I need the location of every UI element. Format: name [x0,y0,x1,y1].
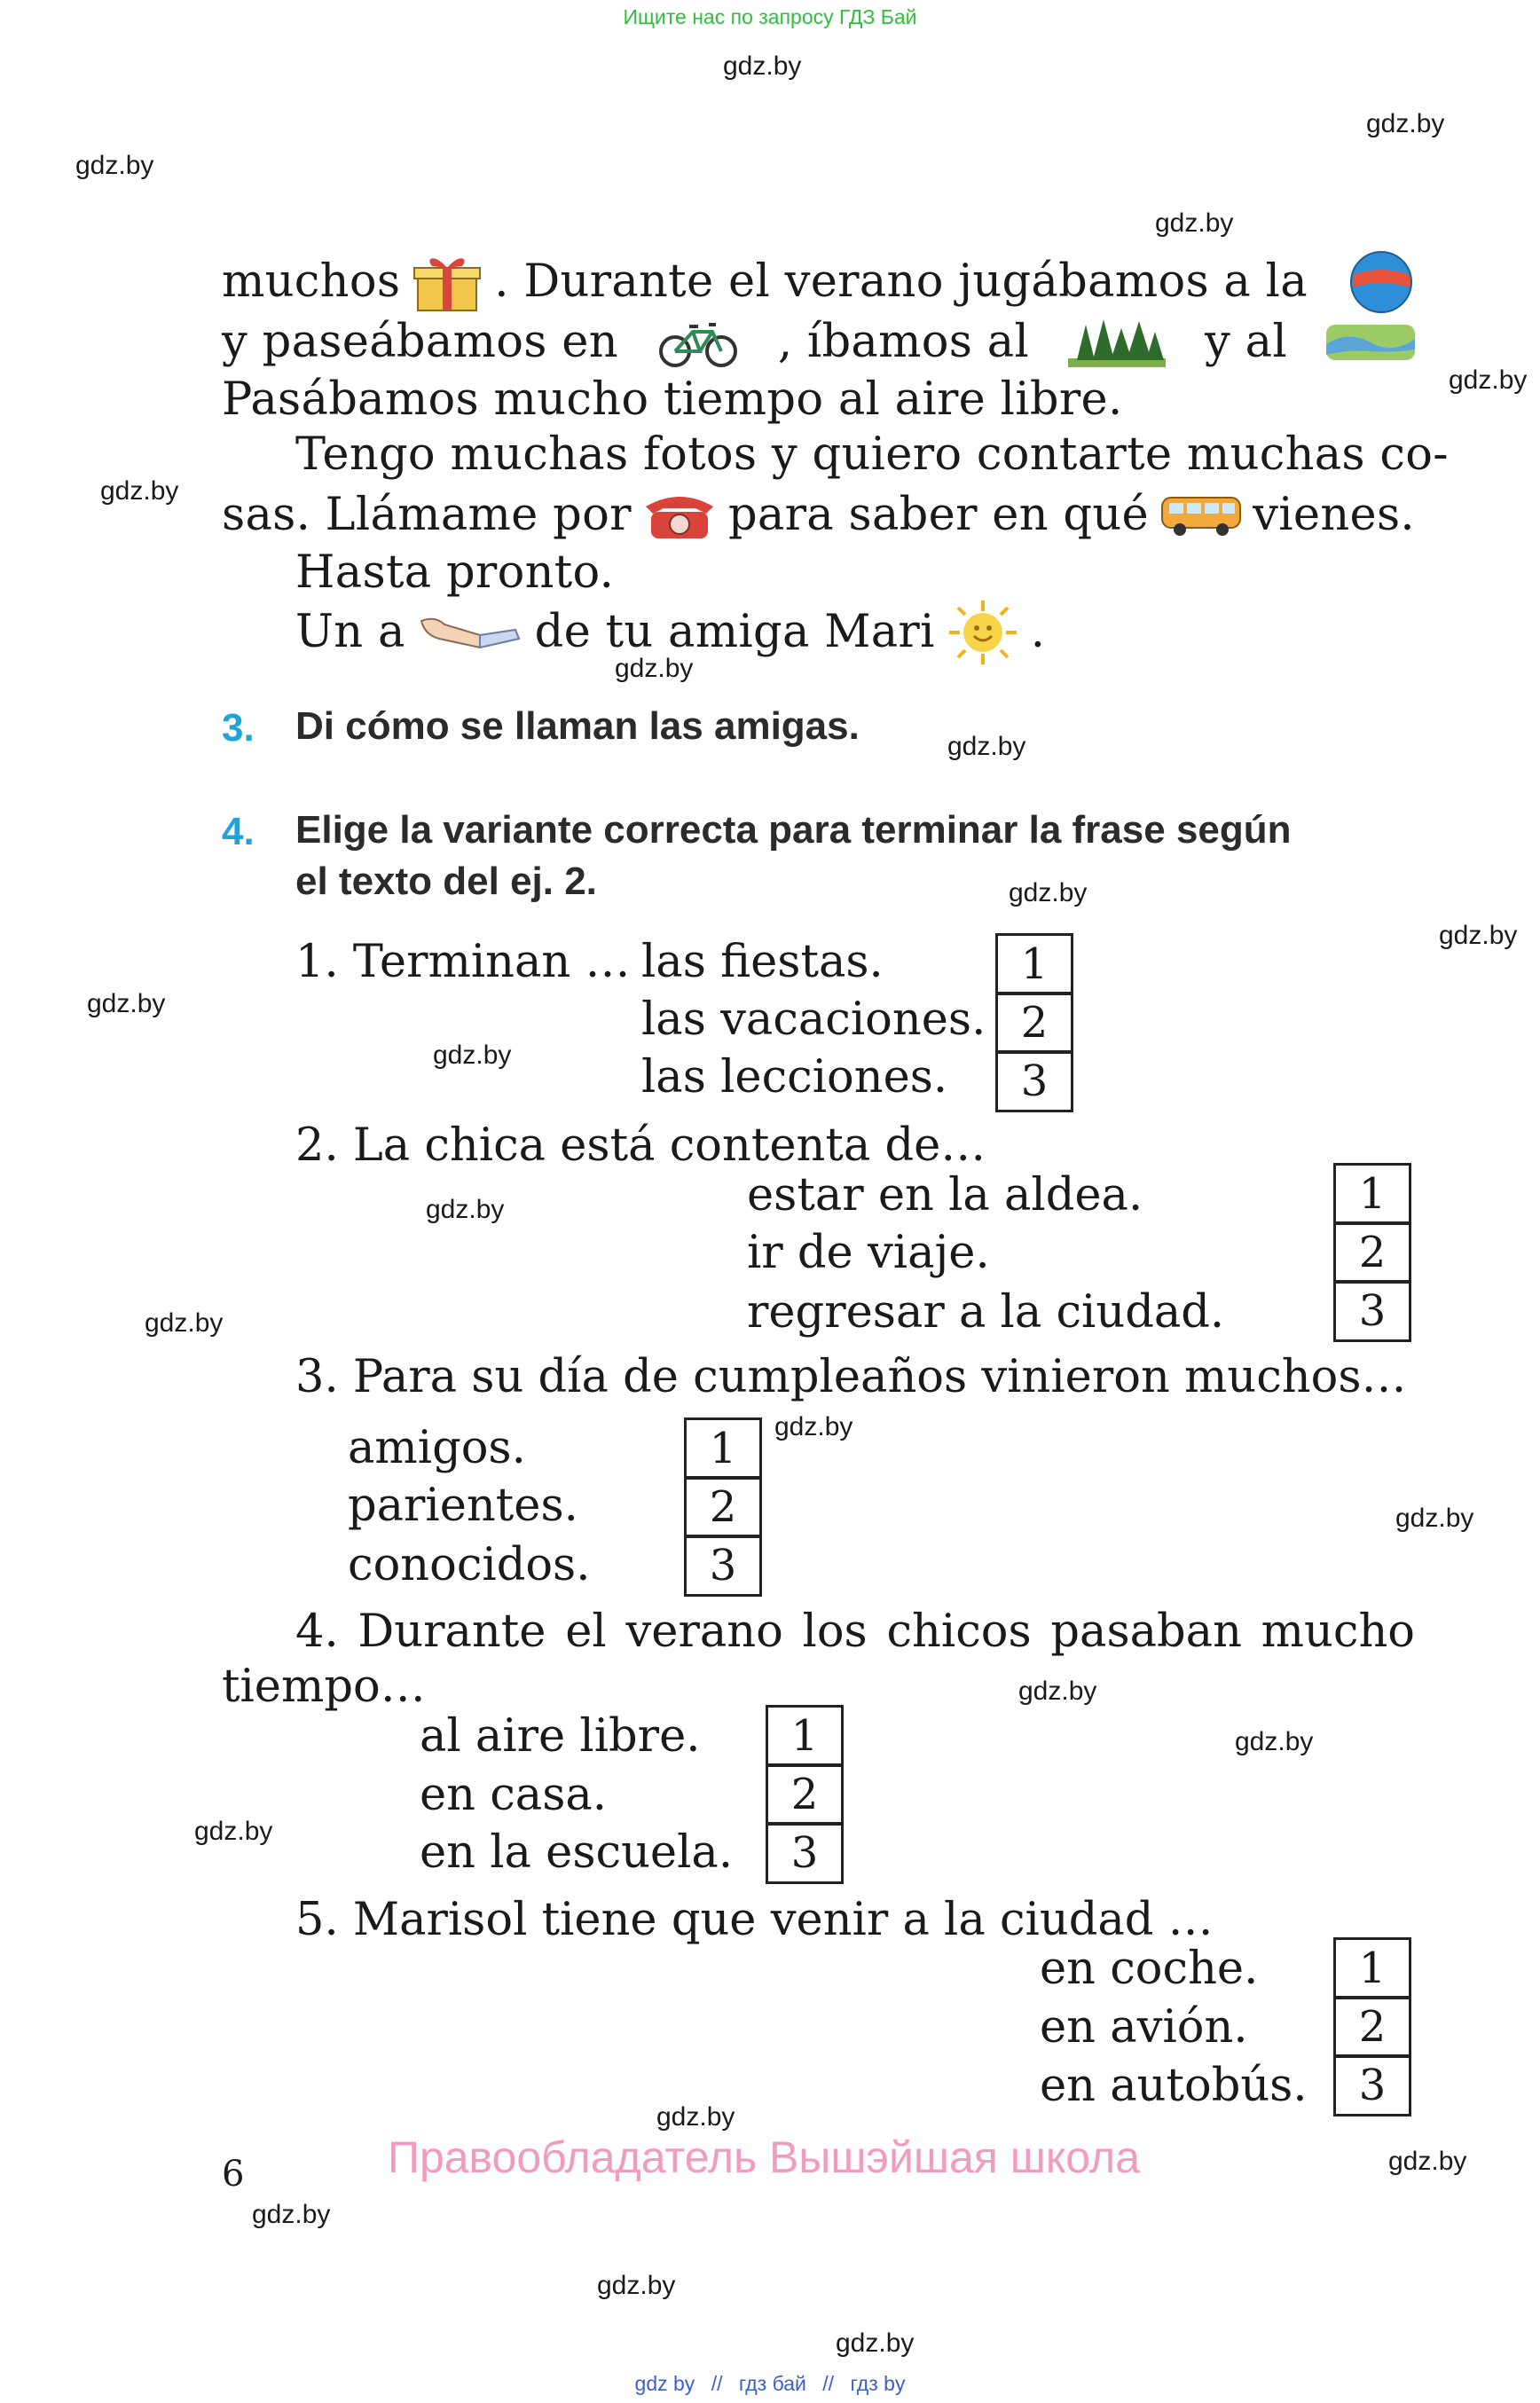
question-2-prompt: 2. La chica está contenta de… [295,1119,986,1172]
question-1-option-1: las fiestas. [641,936,884,988]
letter-line-3: Pasábamos mucho tiempo al aire libre. [222,373,1123,426]
watermark: gdz.by [947,732,1026,761]
hug-arm-icon [418,612,522,653]
question-4-option-2: en casa. [420,1769,607,1821]
letter-text: de tu amiga Mari [534,606,935,658]
letter-line-4: Tengo muchas fotos y quiero contarte muchas co- [295,428,1449,481]
exercise-3-number: 3. [222,706,255,750]
letter-text: Un a [295,606,405,658]
question-5-option-3: en autobús. [1040,2060,1308,2112]
question-4-option-1: al aire libre. [420,1710,701,1763]
question-4-prompt-line-1: 4. Durante el verano los chicos pasaban mucho [295,1606,1415,1658]
letter-text: para saber en qué [727,489,1149,541]
question-5-option-1: en coche. [1040,1943,1259,1995]
copyright-notice: Правообладатель Вышэйшая школа [388,2132,1140,2182]
watermark: gdz.by [615,654,694,683]
question-1-prompt: 1. Terminan … [295,936,631,988]
letter-line-6: Hasta pronto. [295,546,615,599]
watermark: gdz.by [1395,1504,1474,1533]
question-2-option-1: estar en la aldea. [747,1169,1143,1221]
letter-line-1 [222,248,1415,316]
separator: // [711,2372,723,2395]
watermark: gdz.by [836,2328,915,2358]
answer-box-1[interactable]: 1 [766,1705,844,1767]
answer-box-3[interactable]: 3 [684,1535,762,1597]
watermark: gdz.by [1449,365,1528,395]
exercise-4-number: 4. [222,810,255,853]
watermark: gdz.by [1018,1677,1097,1706]
answer-box-2[interactable]: 2 [1333,1996,1411,2058]
watermark: gdz.by [1388,2147,1467,2176]
watermark: gdz.by [1439,921,1518,950]
question-2-option-3: regresar a la ciudad. [747,1286,1225,1339]
watermark: gdz.by [75,151,154,180]
letter-text: y paseábamos en [222,316,618,368]
river-icon [1326,318,1415,367]
watermark: gdz.by [597,2271,676,2300]
watermark: gdz.by [433,1041,512,1070]
letter-text: . Durante el verano jugábamos a la [494,255,1308,308]
watermark: gdz.by [774,1412,853,1441]
question-5-option-2: en avión. [1040,2001,1248,2054]
page-number: 6 [222,2154,245,2195]
watermark: gdz.by [252,2200,331,2229]
letter-line-5 [222,488,1415,543]
watermark: gdz.by [723,51,802,81]
question-3-option-2: parientes. [348,1480,578,1532]
watermark: gdz.by [194,1817,273,1846]
watermark: gdz.by [656,2102,735,2132]
ball-icon [1348,248,1415,316]
question-3-option-3: conocidos. [348,1539,591,1591]
question-3-option-1: amigos. [348,1422,526,1474]
bottom-link-gdz-bai[interactable]: гдз бай [738,2372,806,2395]
exercise-4-text-line-1: Elige la variante correcta para terminar la frase según [295,808,1292,852]
letter-text: muchos [222,255,401,308]
exercise-4-text-line-2: el texto del ej. 2. [295,860,597,903]
answer-box-2[interactable]: 2 [684,1476,762,1538]
exercise-3-text: Di cómo se llaman las amigas. [295,704,860,748]
bottom-link-gdz-by[interactable]: gdz by [634,2372,695,2395]
answer-box-1[interactable]: 1 [1333,1163,1411,1225]
watermark: gdz.by [87,989,166,1018]
watermark: gdz.by [1155,208,1234,238]
answer-box-3[interactable]: 3 [1333,2054,1411,2116]
question-2-option-2: ir de viaje. [747,1227,990,1279]
letter-line-7 [295,599,1045,666]
sun-icon [947,599,1018,666]
letter-text: . [1030,606,1046,658]
watermark: gdz.by [426,1195,505,1224]
answer-box-3[interactable]: 3 [1333,1280,1411,1342]
top-search-link[interactable]: Ищите нас по запросу ГДЗ Бай [623,5,917,28]
separator: // [822,2372,835,2395]
letter-line-2 [222,315,1415,370]
question-4-prompt-line-2: tiempo… [222,1661,426,1713]
bottom-link-gdz-by-ru[interactable]: гдз by [850,2372,906,2395]
watermark: gdz.by [100,476,179,506]
letter-text: vienes. [1253,489,1415,541]
question-1-option-3: las lecciones. [641,1051,948,1103]
telephone-icon [640,489,719,542]
watermark: gdz.by [1009,878,1088,907]
question-3-prompt: 3. Para su día de cumpleaños vinieron muchos… [295,1351,1407,1403]
answer-box-3[interactable]: 3 [766,1822,844,1884]
question-5-prompt: 5. Marisol tiene que venir a la ciudad … [295,1894,1214,1946]
letter-text: y al [1205,316,1287,368]
letter-text: , íbamos al [777,316,1030,368]
question-4-option-3: en la escuela. [420,1826,734,1879]
watermark: gdz.by [145,1308,224,1338]
answer-box-1[interactable]: 1 [995,933,1073,995]
bottom-links [0,2372,1540,2396]
answer-box-1[interactable]: 1 [1333,1937,1411,1999]
answer-box-2[interactable]: 2 [995,992,1073,1054]
bicycle-icon [657,316,739,369]
bus-icon [1159,492,1244,538]
answer-box-3[interactable]: 3 [995,1050,1073,1112]
answer-box-1[interactable]: 1 [684,1417,762,1480]
answer-box-2[interactable]: 2 [1333,1221,1411,1284]
watermark: gdz.by [1235,1727,1314,1756]
watermark: gdz.by [1366,109,1445,138]
forest-icon [1068,316,1166,369]
letter-text: sas. Llámame por [222,489,632,541]
gift-icon [411,250,483,314]
question-1-option-2: las vacaciones. [641,993,986,1046]
answer-box-2[interactable]: 2 [766,1763,844,1826]
